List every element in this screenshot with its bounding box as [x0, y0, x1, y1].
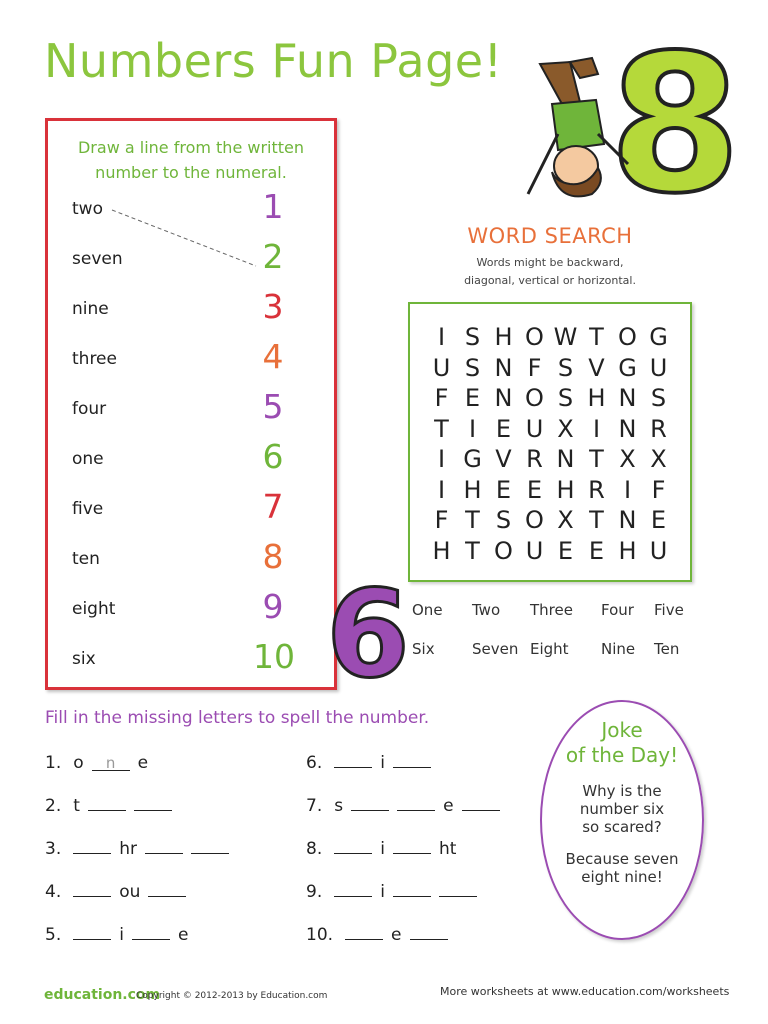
- matching-numeral: 2: [262, 237, 284, 276]
- joke-answer: [542, 850, 702, 886]
- blank-field[interactable]: [439, 882, 477, 897]
- fill-in-number: 8.: [306, 839, 323, 859]
- joke-of-the-day: [540, 700, 704, 940]
- fill-in-item: [306, 925, 452, 945]
- blank-field[interactable]: [334, 753, 372, 768]
- word-search-letter: S: [650, 384, 667, 412]
- matching-word: three: [72, 349, 117, 369]
- word-search-letter: S: [557, 384, 574, 412]
- given-letters: e: [177, 925, 189, 945]
- word-search-letter: U: [432, 353, 451, 382]
- fill-in-number: 1.: [45, 753, 62, 773]
- given-letters: ou: [119, 882, 141, 902]
- example-answer: n: [92, 756, 130, 771]
- word-search-letter: X: [557, 506, 574, 534]
- word-search-letter: N: [618, 506, 637, 534]
- word-search-letter: I: [468, 414, 477, 443]
- word-search-letter: T: [589, 445, 604, 473]
- copyright-text: Copyright © 2012-2013 by Education.com: [136, 991, 328, 1001]
- word-search-letter: H: [463, 475, 482, 504]
- fill-in-item: [45, 796, 176, 816]
- fill-in-item: [306, 796, 504, 816]
- fill-in-number: 10.: [306, 925, 334, 945]
- word-list-item: Four: [601, 601, 634, 619]
- word-search-letter: O: [525, 506, 544, 534]
- word-search-letter: S: [557, 353, 574, 382]
- matching-numeral: 8: [262, 537, 284, 576]
- blank-field[interactable]: [191, 839, 229, 854]
- blank-field[interactable]: [351, 796, 389, 811]
- word-search-letter: V: [495, 445, 512, 473]
- fill-in-item: [45, 882, 190, 902]
- matching-word: four: [72, 399, 107, 419]
- blank-field[interactable]: [334, 839, 372, 854]
- fill-in-number: 3.: [45, 839, 62, 859]
- more-worksheets-text: More worksheets at www.education.com/worksheets: [440, 985, 730, 998]
- word-search-letter: I: [623, 475, 632, 504]
- word-search-letter: R: [650, 414, 667, 443]
- word-search-letter: H: [556, 475, 575, 504]
- matching-numeral: 3: [262, 287, 284, 326]
- matching-word: one: [72, 449, 104, 469]
- blank-field[interactable]: [88, 796, 126, 811]
- word-search-letter: X: [650, 445, 667, 473]
- given-letters: i: [380, 753, 385, 773]
- word-search-letter: N: [618, 384, 637, 412]
- word-search-letter: X: [619, 445, 636, 473]
- word-search-letter: E: [526, 475, 543, 504]
- blank-field[interactable]: [148, 882, 186, 897]
- joke-title: [542, 718, 702, 768]
- joke-title-line2: of the Day!: [565, 743, 679, 767]
- fill-in-item: [45, 753, 152, 773]
- matching-numeral: 1: [262, 187, 284, 226]
- given-letters: e: [391, 925, 402, 945]
- word-search-letter: X: [557, 414, 574, 443]
- fill-in-item: [306, 839, 460, 859]
- word-list-item: Five: [654, 601, 684, 619]
- word-list-item: Three: [530, 601, 573, 619]
- word-search-letter: F: [651, 475, 666, 504]
- word-search-letter: H: [587, 384, 606, 412]
- word-list-item: Ten: [654, 640, 680, 658]
- blank-field[interactable]: [462, 796, 500, 811]
- word-search-subtitle: [412, 254, 688, 290]
- word-search-letter: S: [495, 506, 512, 534]
- word-search-row: [426, 353, 674, 384]
- matching-numeral: 7: [262, 487, 284, 526]
- blank-field[interactable]: [132, 925, 170, 940]
- blank-field[interactable]: [393, 882, 431, 897]
- word-search-letter: F: [434, 384, 449, 412]
- joke-question-line2: number six: [579, 800, 665, 818]
- matching-numeral: 5: [262, 387, 284, 426]
- word-search-letter: N: [618, 414, 637, 443]
- word-search-letter: R: [588, 475, 605, 504]
- word-search-row: [426, 536, 674, 567]
- blank-field[interactable]: [393, 839, 431, 854]
- word-list-item: One: [412, 601, 443, 619]
- word-list-item: Two: [472, 601, 501, 619]
- matching-numeral: 4: [262, 337, 284, 376]
- big-eight-digit: 8: [608, 14, 742, 235]
- word-search-letter: F: [527, 353, 542, 382]
- word-search-subtitle-line2: diagonal, vertical or horizontal.: [464, 274, 636, 287]
- big-eight-illustration: [500, 14, 742, 235]
- given-letters: e: [137, 753, 149, 773]
- blank-field[interactable]: [73, 839, 111, 854]
- word-search-letter: G: [618, 353, 637, 382]
- blank-field[interactable]: [134, 796, 172, 811]
- blank-field[interactable]: [334, 882, 372, 897]
- blank-field[interactable]: [393, 753, 431, 768]
- word-list-item: Seven: [472, 640, 519, 658]
- fill-in-number: 5.: [45, 925, 62, 945]
- big-six-digit: 6: [326, 566, 410, 705]
- word-search-letter: O: [525, 384, 544, 412]
- blank-field[interactable]: [73, 925, 111, 940]
- matching-numeral: 10: [253, 637, 295, 676]
- word-search-row: [426, 475, 674, 506]
- given-letters: i: [380, 882, 385, 902]
- word-search-row: [426, 322, 674, 353]
- given-letters: s: [334, 796, 344, 816]
- fill-in-item: [306, 753, 435, 773]
- matching-numeral: 9: [262, 587, 284, 626]
- given-letters: hr: [119, 839, 137, 859]
- word-search-letter: U: [525, 414, 544, 443]
- fill-in-number: 6.: [306, 753, 323, 773]
- word-search-letter: E: [495, 414, 512, 443]
- joke-title-line1: Joke: [601, 718, 643, 742]
- word-search-letter: R: [526, 445, 543, 473]
- word-search-letter: U: [525, 536, 544, 565]
- matching-word: nine: [72, 299, 109, 319]
- word-search-letter: E: [650, 506, 667, 534]
- word-search-subtitle-line1: Words might be backward,: [476, 256, 624, 269]
- page-title: Numbers Fun Page!: [44, 34, 503, 88]
- word-search-letter: E: [495, 475, 512, 504]
- blank-field[interactable]: [410, 925, 448, 940]
- word-search-letter: U: [649, 536, 668, 565]
- word-search-letter: H: [618, 536, 637, 565]
- word-search-letter: V: [588, 353, 605, 382]
- word-search-letter: T: [434, 414, 449, 443]
- given-letters: i: [380, 839, 385, 859]
- word-search-title: WORD SEARCH: [467, 224, 633, 248]
- education-logo: education.com: [44, 987, 161, 1003]
- word-search-letter: G: [649, 323, 668, 351]
- word-search-letter: G: [463, 445, 482, 473]
- matching-word: six: [72, 649, 96, 669]
- word-list-item: Eight: [530, 640, 569, 658]
- word-search-letter: E: [557, 536, 574, 565]
- fill-in-item: [45, 839, 233, 859]
- word-search-letter: I: [437, 475, 446, 504]
- given-letters: i: [119, 925, 124, 945]
- matching-word: seven: [72, 249, 123, 269]
- matching-word: five: [72, 499, 104, 519]
- matching-word: two: [72, 199, 103, 219]
- joke-question-line1: Why is the: [582, 782, 662, 800]
- word-search-letter: T: [465, 506, 480, 534]
- word-search-letter: N: [556, 445, 575, 473]
- joke-question: [542, 782, 702, 836]
- joke-question-line3: so scared?: [582, 818, 662, 836]
- word-search-letter: O: [618, 323, 637, 351]
- fill-in-number: 7.: [306, 796, 323, 816]
- word-search-grid: [408, 302, 692, 582]
- fill-in-instruction: Fill in the missing letters to spell the number.: [45, 708, 430, 728]
- given-letters: t: [73, 796, 80, 816]
- given-letters: o: [73, 753, 84, 773]
- matching-instruction-line2: number to the numeral.: [95, 163, 287, 182]
- given-letters: e: [443, 796, 454, 816]
- fill-in-number: 4.: [45, 882, 62, 902]
- word-search-letter: H: [432, 536, 451, 565]
- word-search-letter: H: [494, 323, 513, 351]
- blank-field[interactable]: [345, 925, 383, 940]
- word-search-letter: I: [592, 414, 601, 443]
- word-search-letter: N: [494, 384, 513, 412]
- matching-instruction-line1: Draw a line from the written: [77, 138, 305, 157]
- word-list-item: Nine: [601, 640, 636, 658]
- fill-in-number: 9.: [306, 882, 323, 902]
- word-search-letter: U: [649, 353, 668, 382]
- matching-word: ten: [72, 549, 100, 569]
- word-search-row: [426, 444, 674, 475]
- blank-field[interactable]: [73, 882, 111, 897]
- fill-in-item: [45, 925, 192, 945]
- word-search-letter: T: [589, 506, 604, 534]
- word-search-letter: S: [464, 323, 481, 351]
- word-search-row: [426, 414, 674, 445]
- word-search-letter: E: [464, 384, 481, 412]
- joke-answer-line2: eight nine!: [581, 868, 663, 886]
- word-search-letter: W: [553, 323, 578, 351]
- given-letters: ht: [438, 839, 457, 859]
- blank-field[interactable]: [145, 839, 183, 854]
- word-search-row: [426, 383, 674, 414]
- word-search-row: [426, 505, 674, 536]
- matching-section: [45, 118, 337, 690]
- matching-numeral: 6: [262, 437, 284, 476]
- word-search-letter: I: [437, 323, 446, 351]
- word-search-letter: S: [464, 353, 481, 382]
- word-search-letter: N: [494, 353, 513, 382]
- word-list-item: Six: [412, 640, 435, 658]
- word-search-letter: T: [589, 323, 604, 351]
- matching-word: eight: [72, 599, 116, 619]
- big-six-illustration: [318, 566, 418, 705]
- fill-in-number: 2.: [45, 796, 62, 816]
- word-search-letter: I: [437, 445, 446, 473]
- word-search-letter: F: [434, 506, 449, 534]
- word-search-letter: O: [525, 323, 544, 351]
- word-search-letter: T: [465, 536, 480, 565]
- word-search-letter: E: [588, 536, 605, 565]
- word-search-letter: O: [494, 536, 513, 565]
- fill-in-item: [306, 882, 481, 902]
- joke-answer-line1: Because seven: [565, 850, 679, 868]
- blank-field[interactable]: [397, 796, 435, 811]
